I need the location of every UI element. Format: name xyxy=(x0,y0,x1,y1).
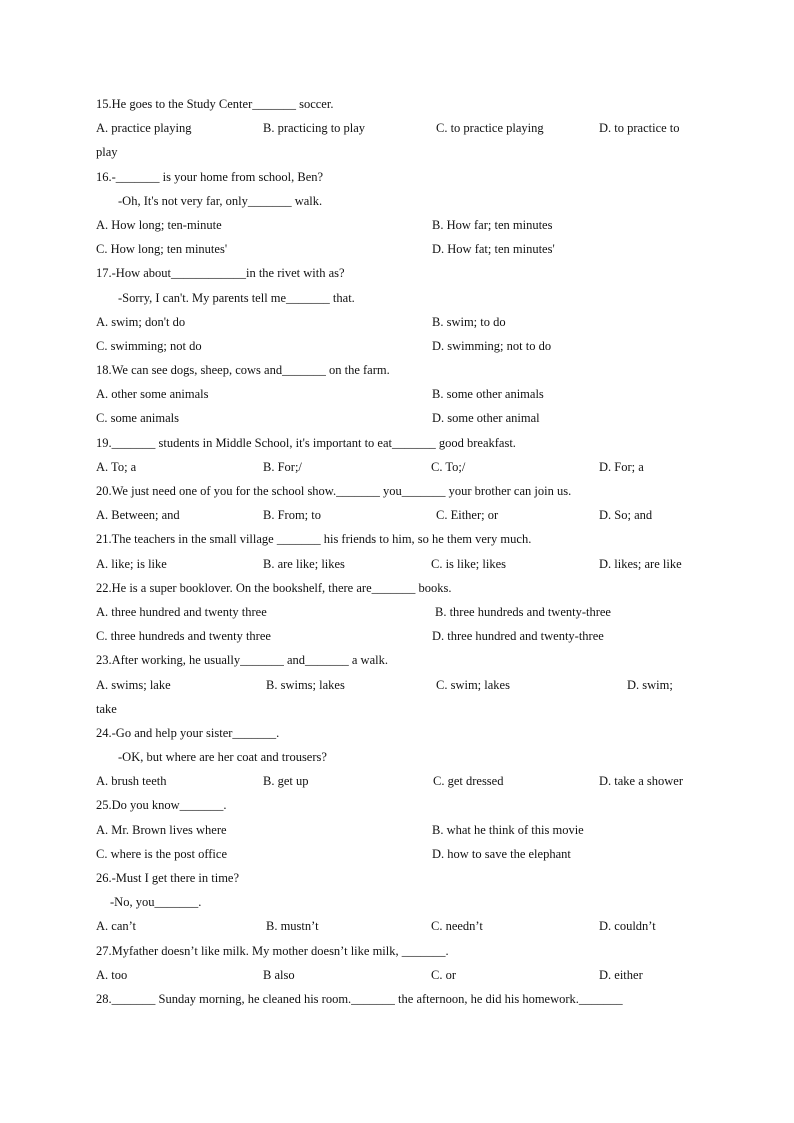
question-16-stem: 16.-_______ is your home from school, Ben? xyxy=(96,169,324,184)
option-c[interactable]: C. To;/ xyxy=(431,459,466,474)
question-21-stem: 21.The teachers in the small village _______ his friends to him, so he them very much. xyxy=(96,532,532,547)
question-18-stem: 18.We can see dogs, sheep, cows and_______ on the farm. xyxy=(96,363,390,378)
option-a[interactable]: A. other some animals xyxy=(96,387,209,402)
option-b[interactable]: B. are like; likes xyxy=(263,556,345,571)
question-19-stem: 19._______ students in Middle School, it's important to eat_______ good breakfast. xyxy=(96,435,516,450)
question-17-options-row1 xyxy=(96,310,700,334)
option-a[interactable]: A. practice playing xyxy=(96,121,192,136)
question-22-options-row1 xyxy=(96,600,700,624)
option-a[interactable]: A. swims; lake xyxy=(96,677,171,692)
question-18-options-row2 xyxy=(96,406,700,430)
option-b[interactable]: B. three hundreds and twenty-three xyxy=(435,604,611,619)
option-c[interactable]: C. to practice playing xyxy=(436,121,544,136)
option-d[interactable]: D. either xyxy=(599,967,643,982)
question-20-stem: 20.We just need one of you for the school show._______ you_______ your brother can join us. xyxy=(96,484,572,498)
question-15-wrap: play xyxy=(96,145,118,160)
option-d[interactable]: D. some other animal xyxy=(432,411,540,426)
question-18-options-row1 xyxy=(96,382,700,406)
option-a[interactable]: A. To; a xyxy=(96,459,137,474)
option-d[interactable]: D. How fat; ten minutes' xyxy=(432,242,555,257)
question-23-stem: 23.After working, he usually_______ and_______ a walk. xyxy=(96,653,388,668)
question-25-stem: 25.Do you know_______. xyxy=(96,798,227,813)
question-26-options xyxy=(96,914,700,938)
question-27-stem: 27.Myfather doesn’t like milk. My mother doesn’t like milk, _______. xyxy=(96,943,449,958)
option-b[interactable]: B. what he think of this movie xyxy=(432,822,584,837)
option-c[interactable]: C. some animals xyxy=(96,411,179,426)
question-17-reply: -Sorry, I can't. My parents tell me_______ that. xyxy=(118,290,355,305)
worksheet xyxy=(96,92,700,1011)
question-19-options xyxy=(96,455,700,479)
question-22-options-row2 xyxy=(96,624,700,648)
option-a[interactable]: A. Between; and xyxy=(96,508,180,523)
option-c[interactable]: C. swim; lakes xyxy=(436,677,510,692)
option-b[interactable]: B. How far; ten minutes xyxy=(432,217,553,232)
option-d[interactable]: D. For; a xyxy=(599,459,644,474)
question-16-reply: -Oh, It's not very far, only_______ walk. xyxy=(118,193,323,208)
option-b[interactable]: B. practicing to play xyxy=(263,121,366,136)
option-c[interactable]: C. get dressed xyxy=(433,774,504,789)
option-d[interactable]: D. swimming; not to do xyxy=(432,338,552,353)
question-27-options xyxy=(96,963,700,987)
question-20-options xyxy=(96,503,700,527)
question-16-options-row1 xyxy=(96,213,700,237)
question-24-options xyxy=(96,769,700,793)
option-b[interactable]: B also xyxy=(263,967,295,982)
option-b[interactable]: B. mustn’t xyxy=(266,919,319,934)
option-c[interactable]: C. needn’t xyxy=(431,919,483,934)
option-d[interactable]: D. take a shower xyxy=(599,774,683,789)
option-b[interactable]: B. some other animals xyxy=(432,387,544,402)
option-a[interactable]: A. like; is like xyxy=(96,556,167,571)
question-23-options xyxy=(96,673,700,697)
option-a[interactable]: A. too xyxy=(96,967,128,982)
option-d[interactable]: D. So; and xyxy=(599,508,653,523)
option-c[interactable]: C. three hundreds and twenty three xyxy=(96,629,271,644)
option-c[interactable]: C. is like; likes xyxy=(431,556,506,571)
question-15-options xyxy=(96,116,700,140)
question-24-reply: -OK, but where are her coat and trousers? xyxy=(118,750,327,765)
option-b[interactable]: B. get up xyxy=(263,774,309,789)
option-d[interactable]: D. couldn’t xyxy=(599,919,656,934)
question-24-stem: 24.-Go and help your sister_______. xyxy=(96,725,280,740)
option-d[interactable]: D. three hundred and twenty-three xyxy=(432,629,604,644)
option-a[interactable]: A. can’t xyxy=(96,919,137,934)
question-15-stem: 15.He goes to the Study Center_______ soccer. xyxy=(96,97,334,111)
option-a[interactable]: A. brush teeth xyxy=(96,774,167,789)
question-25-options-row1 xyxy=(96,818,700,842)
question-16-options-row2 xyxy=(96,237,700,261)
option-b[interactable]: B. swim; to do xyxy=(432,314,506,329)
question-17-options-row2 xyxy=(96,334,700,358)
question-23-wrap: take xyxy=(96,701,117,716)
option-c[interactable]: C. How long; ten minutes' xyxy=(96,242,228,257)
question-26-reply: -No, you_______. xyxy=(110,895,202,910)
option-c[interactable]: C. or xyxy=(431,967,456,982)
option-d[interactable]: D. swim; xyxy=(627,677,673,692)
option-a[interactable]: A. Mr. Brown lives where xyxy=(96,822,227,837)
question-25-options-row2 xyxy=(96,842,700,866)
option-d[interactable]: D. likes; are like xyxy=(599,556,682,571)
option-a[interactable]: A. swim; don't do xyxy=(96,314,186,329)
option-d[interactable]: D. how to save the elephant xyxy=(432,846,571,861)
option-b[interactable]: B. swims; lakes xyxy=(266,677,345,692)
option-d[interactable]: D. to practice to xyxy=(599,121,680,136)
question-26-stem: 26.-Must I get there in time? xyxy=(96,871,240,885)
question-22-stem: 22.He is a super booklover. On the bookshelf, there are_______ books. xyxy=(96,580,452,595)
option-c[interactable]: C. Either; or xyxy=(436,508,499,523)
option-b[interactable]: B. For;/ xyxy=(263,459,302,474)
option-c[interactable]: C. where is the post office xyxy=(96,846,227,861)
option-c[interactable]: C. swimming; not do xyxy=(96,338,202,353)
option-a[interactable]: A. How long; ten-minute xyxy=(96,217,222,232)
question-28-stem: 28._______ Sunday morning, he cleaned his room._______ the afternoon, he did his homework._______ xyxy=(96,991,623,1006)
question-21-options xyxy=(96,552,700,576)
option-a[interactable]: A. three hundred and twenty three xyxy=(96,604,267,619)
question-17-stem: 17.-How about____________in the rivet with as? xyxy=(96,266,345,281)
option-b[interactable]: B. From; to xyxy=(263,508,321,523)
